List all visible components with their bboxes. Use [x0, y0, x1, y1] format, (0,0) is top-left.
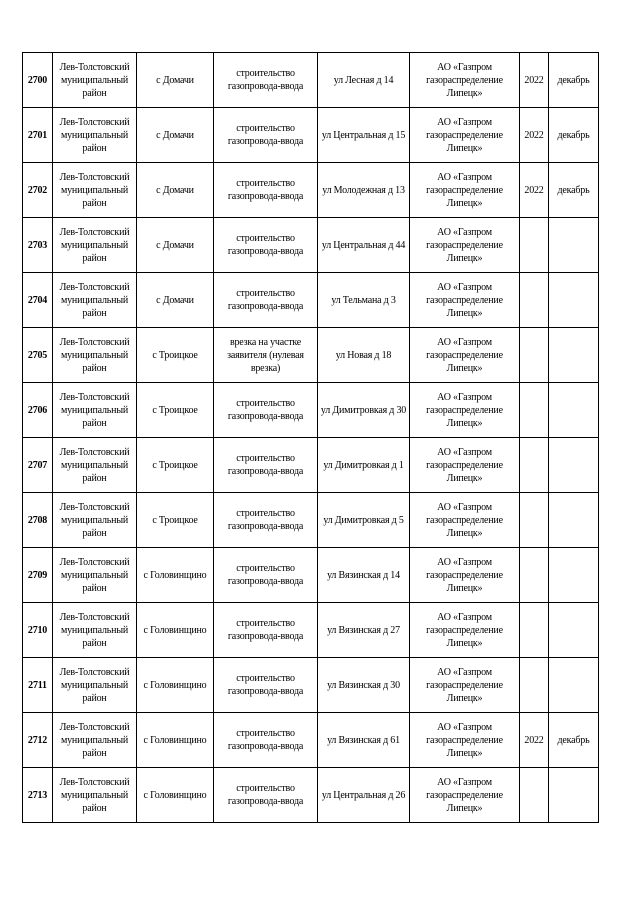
table-row	[23, 713, 599, 768]
year-cell	[520, 438, 549, 493]
locality-cell: с Троицкое	[137, 493, 214, 548]
table-row	[23, 438, 599, 493]
district-cell: Лев-Толстовский муниципальный район	[53, 383, 137, 438]
locality-cell: с Троицкое	[137, 383, 214, 438]
table-row	[23, 383, 599, 438]
organization-cell: АО «Газпром газораспределение Липецк»	[410, 273, 520, 328]
row-number-cell: 2700	[23, 53, 53, 108]
locality-cell: с Головинщино	[137, 713, 214, 768]
work-type-cell: строительство газопровода-ввода	[214, 273, 318, 328]
organization-cell: АО «Газпром газораспределение Липецк»	[410, 548, 520, 603]
row-number-cell: 2710	[23, 603, 53, 658]
locality-cell: с Головинщино	[137, 548, 214, 603]
address-cell: ул Центральная д 15	[318, 108, 410, 163]
work-type-cell: строительство газопровода-ввода	[214, 163, 318, 218]
organization-cell: АО «Газпром газораспределение Липецк»	[410, 328, 520, 383]
gasification-table	[22, 52, 599, 823]
row-number-cell: 2701	[23, 108, 53, 163]
locality-cell: с Домачи	[137, 108, 214, 163]
table-row	[23, 273, 599, 328]
row-number-cell: 2703	[23, 218, 53, 273]
district-cell: Лев-Толстовский муниципальный район	[53, 218, 137, 273]
table-row	[23, 328, 599, 383]
address-cell: ул Димитровкая д 30	[318, 383, 410, 438]
organization-cell: АО «Газпром газораспределение Липецк»	[410, 218, 520, 273]
year-cell	[520, 548, 549, 603]
organization-cell: АО «Газпром газораспределение Липецк»	[410, 53, 520, 108]
year-cell	[520, 768, 549, 823]
address-cell: ул Тельмана д 3	[318, 273, 410, 328]
work-type-cell: строительство газопровода-ввода	[214, 493, 318, 548]
organization-cell: АО «Газпром газораспределение Липецк»	[410, 163, 520, 218]
month-cell: декабрь	[549, 53, 599, 108]
table-row	[23, 548, 599, 603]
address-cell: ул Вязинская д 27	[318, 603, 410, 658]
address-cell: ул Димитровкая д 5	[318, 493, 410, 548]
year-cell: 2022	[520, 163, 549, 218]
table-row	[23, 163, 599, 218]
row-number-cell: 2704	[23, 273, 53, 328]
locality-cell: с Головинщино	[137, 658, 214, 713]
month-cell: декабрь	[549, 713, 599, 768]
locality-cell: с Домачи	[137, 218, 214, 273]
locality-cell: с Головинщино	[137, 768, 214, 823]
address-cell: ул Вязинская д 14	[318, 548, 410, 603]
month-cell	[549, 768, 599, 823]
locality-cell: с Домачи	[137, 163, 214, 218]
month-cell	[549, 328, 599, 383]
row-number-cell: 2708	[23, 493, 53, 548]
locality-cell: с Домачи	[137, 273, 214, 328]
table-row	[23, 768, 599, 823]
address-cell: ул Вязинская д 61	[318, 713, 410, 768]
table-body	[23, 53, 599, 823]
organization-cell: АО «Газпром газораспределение Липецк»	[410, 383, 520, 438]
organization-cell: АО «Газпром газораспределение Липецк»	[410, 603, 520, 658]
locality-cell: с Троицкое	[137, 328, 214, 383]
row-number-cell: 2706	[23, 383, 53, 438]
work-type-cell: врезка на участке заявителя (нулевая врезка)	[214, 328, 318, 383]
address-cell: ул Лесная д 14	[318, 53, 410, 108]
work-type-cell: строительство газопровода-ввода	[214, 438, 318, 493]
month-cell	[549, 603, 599, 658]
table-row	[23, 218, 599, 273]
work-type-cell: строительство газопровода-ввода	[214, 658, 318, 713]
locality-cell: с Домачи	[137, 53, 214, 108]
year-cell	[520, 383, 549, 438]
year-cell	[520, 328, 549, 383]
district-cell: Лев-Толстовский муниципальный район	[53, 768, 137, 823]
month-cell: декабрь	[549, 108, 599, 163]
district-cell: Лев-Толстовский муниципальный район	[53, 163, 137, 218]
month-cell	[549, 493, 599, 548]
month-cell	[549, 218, 599, 273]
year-cell	[520, 493, 549, 548]
work-type-cell: строительство газопровода-ввода	[214, 53, 318, 108]
work-type-cell: строительство газопровода-ввода	[214, 108, 318, 163]
address-cell: ул Центральная д 44	[318, 218, 410, 273]
row-number-cell: 2709	[23, 548, 53, 603]
table-row	[23, 108, 599, 163]
district-cell: Лев-Толстовский муниципальный район	[53, 493, 137, 548]
work-type-cell: строительство газопровода-ввода	[214, 383, 318, 438]
locality-cell: с Троицкое	[137, 438, 214, 493]
locality-cell: с Головинщино	[137, 603, 214, 658]
district-cell: Лев-Толстовский муниципальный район	[53, 713, 137, 768]
table-row	[23, 493, 599, 548]
district-cell: Лев-Толстовский муниципальный район	[53, 53, 137, 108]
work-type-cell: строительство газопровода-ввода	[214, 548, 318, 603]
address-cell: ул Молодежная д 13	[318, 163, 410, 218]
district-cell: Лев-Толстовский муниципальный район	[53, 328, 137, 383]
row-number-cell: 2712	[23, 713, 53, 768]
work-type-cell: строительство газопровода-ввода	[214, 218, 318, 273]
month-cell: декабрь	[549, 163, 599, 218]
table-row	[23, 603, 599, 658]
address-cell: ул Димитровкая д 1	[318, 438, 410, 493]
address-cell: ул Центральная д 26	[318, 768, 410, 823]
year-cell: 2022	[520, 108, 549, 163]
year-cell	[520, 603, 549, 658]
district-cell: Лев-Толстовский муниципальный район	[53, 273, 137, 328]
district-cell: Лев-Толстовский муниципальный район	[53, 658, 137, 713]
row-number-cell: 2707	[23, 438, 53, 493]
district-cell: Лев-Толстовский муниципальный район	[53, 548, 137, 603]
organization-cell: АО «Газпром газораспределение Липецк»	[410, 658, 520, 713]
row-number-cell: 2711	[23, 658, 53, 713]
organization-cell: АО «Газпром газораспределение Липецк»	[410, 768, 520, 823]
row-number-cell: 2713	[23, 768, 53, 823]
month-cell	[549, 273, 599, 328]
district-cell: Лев-Толстовский муниципальный район	[53, 603, 137, 658]
table-row	[23, 53, 599, 108]
row-number-cell: 2702	[23, 163, 53, 218]
month-cell	[549, 548, 599, 603]
address-cell: ул Вязинская д 30	[318, 658, 410, 713]
month-cell	[549, 438, 599, 493]
work-type-cell: строительство газопровода-ввода	[214, 603, 318, 658]
address-cell: ул Новая д 18	[318, 328, 410, 383]
month-cell	[549, 658, 599, 713]
year-cell: 2022	[520, 713, 549, 768]
organization-cell: АО «Газпром газораспределение Липецк»	[410, 108, 520, 163]
organization-cell: АО «Газпром газораспределение Липецк»	[410, 493, 520, 548]
district-cell: Лев-Толстовский муниципальный район	[53, 438, 137, 493]
year-cell: 2022	[520, 53, 549, 108]
table-row	[23, 658, 599, 713]
year-cell	[520, 218, 549, 273]
year-cell	[520, 273, 549, 328]
work-type-cell: строительство газопровода-ввода	[214, 768, 318, 823]
district-cell: Лев-Толстовский муниципальный район	[53, 108, 137, 163]
month-cell	[549, 383, 599, 438]
year-cell	[520, 658, 549, 713]
organization-cell: АО «Газпром газораспределение Липецк»	[410, 713, 520, 768]
row-number-cell: 2705	[23, 328, 53, 383]
work-type-cell: строительство газопровода-ввода	[214, 713, 318, 768]
organization-cell: АО «Газпром газораспределение Липецк»	[410, 438, 520, 493]
